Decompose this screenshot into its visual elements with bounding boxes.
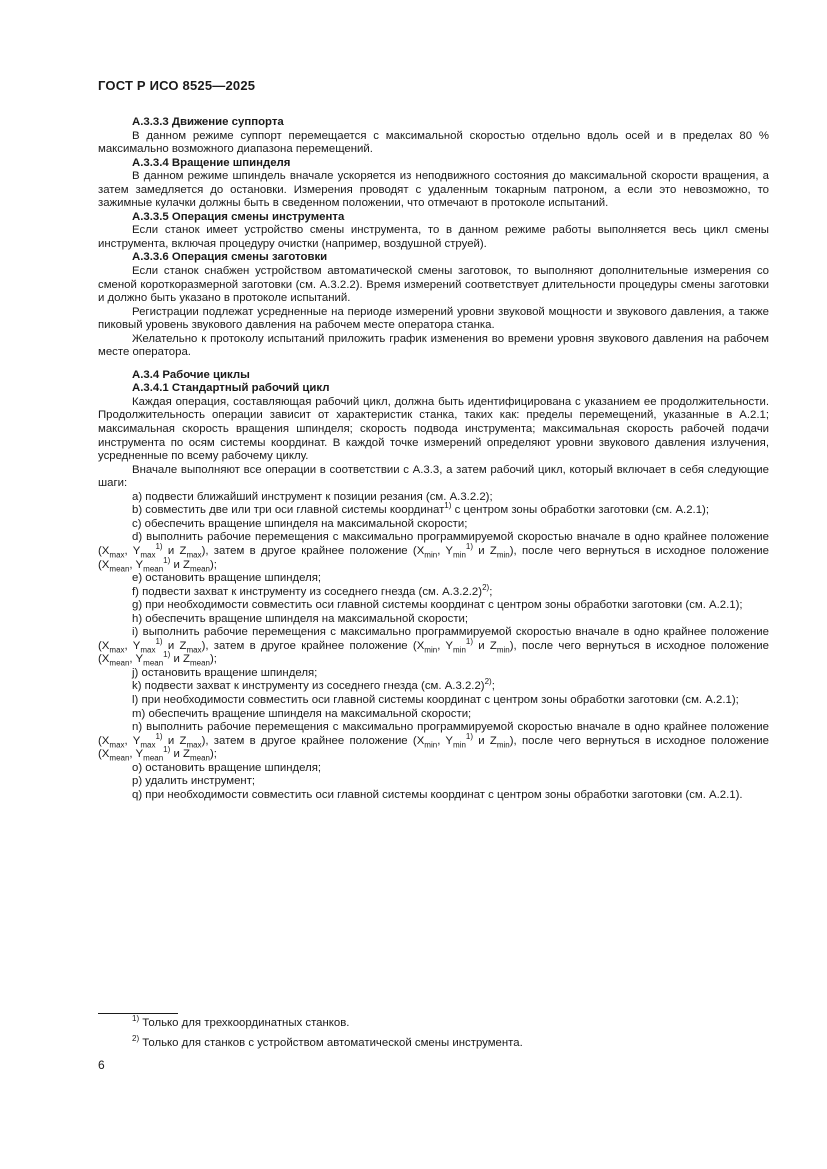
- heading-a-3-3-5: А.3.3.5 Операция смены инструмента: [132, 210, 345, 223]
- paragraph: В данном режиме суппорт перемещается с максимальной скоростью отдельно вдоль осей и в пределах 80 % максимально возможного диапазона перемещений.: [98, 129, 769, 156]
- step-e: e) остановить вращение шпинделя;: [132, 572, 322, 585]
- step-i: i) выполнить рабочие перемещения с максимально программируемой скоростью вначале в одно крайнее положение ($X_{max}$, $Y_{max}^{1)}$ и $Z_{max}$), затем в другое крайнее положение ($X_{min}$, $Y_{min}^{1)}$ и $Z_{min}$), после чего вернуться в исходное положение ($X_{mean}$, $Y_{mean}^{1)}$ и $Z_{mean}$);: [98, 626, 770, 668]
- heading-a-3-3-4: А.3.3.4 Вращение шпинделя: [132, 156, 291, 169]
- heading-a-3-4-1: А.3.4.1 Стандартный рабочий цикл: [132, 382, 330, 395]
- step-g: g) при необходимости совместить оси главной системы координат с центром зоны обработки заготовки (см. А.2.1);: [132, 599, 743, 612]
- paragraph: Если станок снабжен устройством автоматической смены заготовок, то выполняют дополнительные измерения со сменой короткоразмерной заготовки (см. А.3.2.2). Время измерений соответствует длительности процедуры смены заготовки и должно быть указано в протоколе испытаний.: [98, 265, 769, 305]
- document-header: ГОСТ Р ИСО 8525—2025: [98, 78, 256, 93]
- paragraph: Регистрации подлежат усредненные на периоде измерений уровни звуковой мощности и звукового давления, а также пиковый уровень звукового давления на рабочем месте оператора станка.: [98, 305, 769, 332]
- step-o: o) остановить вращение шпинделя;: [132, 761, 322, 774]
- footnote-1: $^{1)}$ Только для трехкоординатных станков.: [132, 1014, 350, 1029]
- step-h: h) обеспечить вращение шпинделя на максимальной скорости;: [132, 612, 469, 625]
- footnotes: [132, 1014, 523, 1056]
- paragraph: Вначале выполняют все операции в соответствии с А.3.3, а затем рабочий цикл, который включает в себя следующие шаги:: [98, 463, 769, 490]
- step-q: q) при необходимости совместить оси главной системы координат с центром зоны обработки заготовки (см. А.2.1).: [132, 788, 743, 801]
- document-body: [98, 116, 769, 802]
- step-b: b) совместить две или три оси главной системы координат$^{1)}$ с центром зоны обработки заготовки (см. А.2.1);: [132, 501, 710, 517]
- step-f: f) подвести захват к инструменту из соседнего гнезда (см. А.3.2.2)$^{2)}$;: [132, 582, 493, 598]
- step-a: a) подвести ближайший инструмент к позиции резания (см. А.3.2.2);: [132, 490, 493, 503]
- step-d: d) выполнить рабочие перемещения с максимально программируемой скоростью вначале в одно крайнее положение ($X_{max}$, $Y_{max}^{1)}$ и $Z_{max}$), затем в другое крайнее положение ($X_{min}$, $Y_{min}^{1)}$ и $Z_{min}$), после чего вернуться в исходное положение ($X_{mean}$, $Y_{mean}^{1)}$ и $Z_{mean}$);: [98, 531, 770, 573]
- step-m: m) обеспечить вращение шпинделя на максимальной скорости;: [132, 707, 472, 720]
- paragraph: Желательно к протоколу испытаний приложить график изменения во времени уровня звукового давления на рабочем месте оператора.: [98, 332, 769, 359]
- heading-a-3-3-3: А.3.3.3 Движение суппорта: [132, 116, 284, 128]
- step-c: c) обеспечить вращение шпинделя на максимальной скорости;: [132, 517, 468, 530]
- footnote-2: $^{2)}$ Только для станков с устройством автоматической смены инструмента.: [132, 1033, 523, 1049]
- heading-a-3-4: А.3.4 Рабочие циклы: [132, 368, 250, 381]
- page-number: 6: [98, 1058, 105, 1072]
- step-n: n) выполнить рабочие перемещения с максимально программируемой скоростью вначале в одно крайнее положение ($X_{max}$, $Y_{max}^{1)}$ и $Z_{max}$), затем в другое крайнее положение ($X_{min}$, $Y_{min}^{1)}$ и $Z_{min}$), после чего вернуться в исходное положение ($X_{mean}$, $Y_{mean}^{1)}$ и $Z_{mean}$);: [98, 721, 770, 763]
- paragraph: Если станок имеет устройство смены инструмента, то в данном режиме работы выполняется весь цикл смены инструмента, включая процедуру очистки (например, воздушной струей).: [98, 224, 769, 250]
- step-k: k) подвести захват к инструменту из соседнего гнезда (см. А.3.2.2)$^{2)}$;: [132, 677, 495, 693]
- heading-a-3-3-6: А.3.3.6 Операция смены заготовки: [132, 251, 328, 264]
- paragraph: В данном режиме шпиндель вначале ускоряется из неподвижного состояния до максимальной скорости вращения, а затем замедляется до остановки. Измерения проводят с удаленным токарным патроном, а если это невозможно, то зажимные кулачки должны быть в сведенном положении, что отмечают в протоколе испытаний.: [98, 170, 769, 210]
- step-j: j) остановить вращение шпинделя;: [132, 666, 318, 679]
- step-p: p) удалить инструмент;: [132, 775, 256, 788]
- step-l: l) при необходимости совместить оси главной системы координат с центром зоны обработки заготовки (см. А.2.1);: [132, 693, 739, 706]
- paragraph: Каждая операция, составляющая рабочий цикл, должна быть идентифицирована с указанием ее продолжительности. Продолжительность операции зависит от характеристик станка, таких как: пределы перемещений, указанные в А.2.1; максимальная скорость вращения шпинделя; скорость подвода инструмента; максимальная скорость рабочей подачи инструмента по осям системы координат. В каждой точке измерений определяют уровни звукового давления излучения, усредненные по всему рабочему циклу.: [98, 395, 769, 463]
